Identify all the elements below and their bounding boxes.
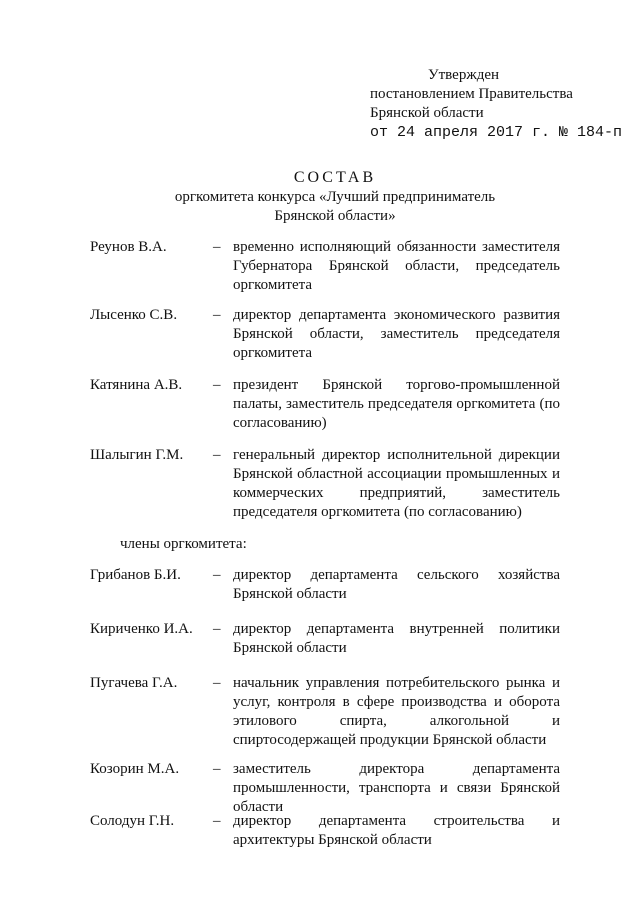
member-name: Козорин М.А. [90,761,180,777]
member-role: начальник управления потребительского рынка и услуг, контроля в сфере производства и оборота этилового спирта, алкогольной и спиртосодержащей продукции Брянской области [233,675,560,748]
member-role: директор департамента строительства и архитектуры Брянской области [233,813,560,848]
member-name: Кириченко И.А. [90,621,193,637]
member-dash: – [213,567,221,583]
member-name: Шалыгин Г.М. [90,447,184,463]
title-main: СОСТАВ [293,169,377,186]
member-name: Грибанов Б.И. [90,567,181,583]
member-dash: – [213,307,221,323]
member-role: генеральный директор исполнительной дирекции Брянской областной ассоциации промышленных и коммерческих предприятий, заместитель председателя оргкомитета (по согласованию) [233,447,560,520]
member-name: Реунов В.А. [90,239,167,255]
title-sub-2: Брянской области» [274,208,396,224]
title-sub-1: оргкомитета конкурса «Лучший предприниматель [174,189,496,205]
member-name: Катянина А.В. [90,377,183,393]
approval-line-1: Утвержден [428,67,500,83]
member-role: заместитель директора департамента промышленности, транспорта и связи Брянской области [233,761,560,815]
member-role: временно исполняющий обязанности заместителя Губернатора Брянской области, председатель оргкомитета [233,239,560,293]
member-dash: – [213,761,221,777]
approval-line-3: Брянской области [370,105,484,121]
member-dash: – [213,675,221,691]
member-name: Пугачева Г.А. [90,675,178,691]
member-role: президент Брянской торгово-промышленной палаты, заместитель председателя оргкомитета (по согласованию) [233,377,560,431]
member-role: директор департамента внутренней политики Брянской области [233,621,560,656]
member-role: директор департамента экономического развития Брянской области, заместитель председателя оргкомитета [233,307,560,361]
member-dash: – [213,239,221,255]
document-title [0,168,640,226]
approval-stamp [370,66,623,142]
approval-line-2: постановлением Правительства [370,86,573,102]
member-dash: – [213,621,221,637]
member-name: Солодун Г.Н. [90,813,175,829]
member-name: Лысенко С.В. [90,307,178,323]
approval-date-line: от 24 апреля 2017 г. № 184-п [370,124,623,141]
member-dash: – [213,447,221,463]
member-dash: – [213,813,221,829]
member-dash: – [213,377,221,393]
members-label: члены оргкомитета: [120,536,247,552]
member-role: директор департамента сельского хозяйства Брянской области [233,567,560,602]
